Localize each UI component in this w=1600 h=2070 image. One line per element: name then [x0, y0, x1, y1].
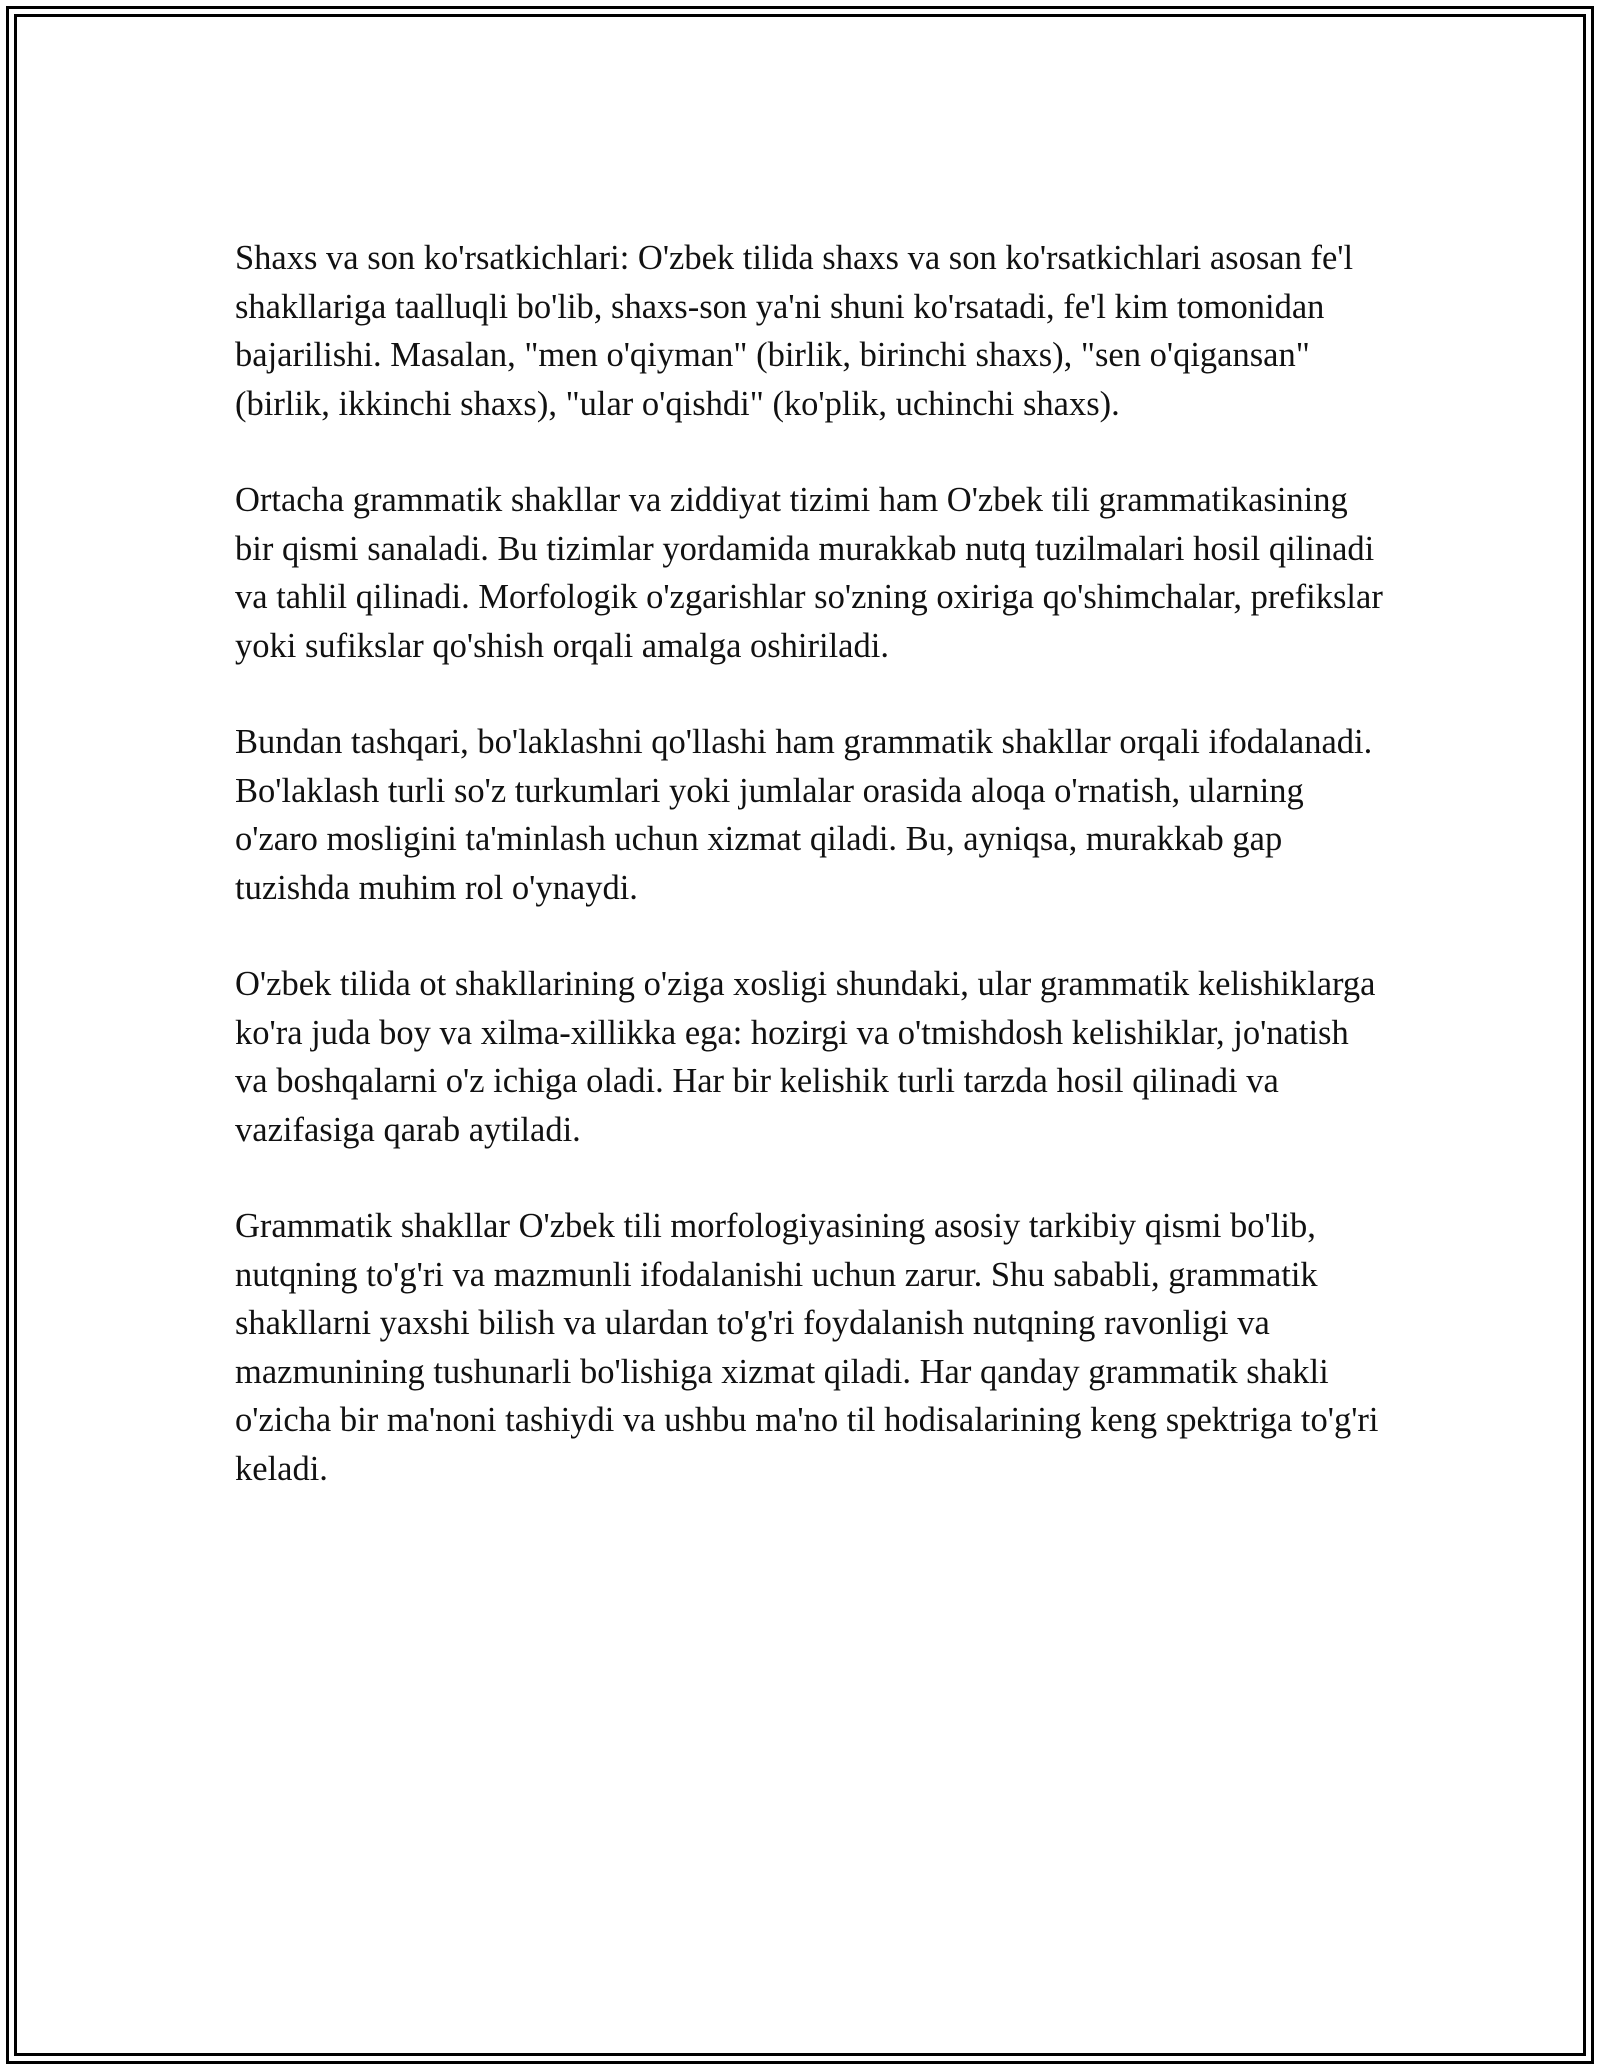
document-body: [235, 234, 1385, 1541]
paragraph-person-number: Shaxs va son ko'rsatkichlari: O'zbek tilida shaxs va son ko'rsatkichlari asosan fe'l shakllariga taalluqli bo'lib, shaxs-son ya'ni shuni ko'rsatadi, fe'l kim tomonidan bajarilishi. Masalan, "men o'qiyman" (birlik, birinchi shaxs), "sen o'qigansan" (birlik, ikkinchi shaxs), "ular o'qishdi" (ko'plik, uchinchi shaxs).: [235, 239, 1354, 423]
paragraph-grammatical-system: Ortacha grammatik shakllar va ziddiyat tizimi ham O'zbek tili grammatikasining bir qismi sanaladi. Bu tizimlar yordamida murakkab nutq tuzilmalari hosil qilinadi va tahlil qilinadi. Morfologik o'zgarishlar so'zning oxiriga qo'shimchalar, prefikslar yoki sufikslar qo'shish orqali amalga oshiriladi.: [235, 481, 1383, 665]
paragraph-conclusion: Grammatik shakllar O'zbek tili morfologiyasining asosiy tarkibiy qismi bo'lib, nutqning to'g'ri va mazmunli ifodalanishi uchun zarur. Shu sababli, grammatik shakllarni yaxshi bilish va ulardan to'g'ri foydalanish nutqning ravonligi va mazmunining tushunarli bo'lishiga xizmat qiladi. Har qanday grammatik shakli o'zicha bir ma'noni tashiydi va ushbu ma'no til hodisalarining keng spektriga to'g'ri keladi.: [235, 1207, 1379, 1488]
paragraph-noun-cases: O'zbek tilida ot shakllarining o'ziga xosligi shundaki, ular grammatik kelishiklarga ko'ra juda boy va xilma-xillikka ega: hozirgi va o'tmishdosh kelishiklar, jo'natish va boshqalarni o'z ichiga oladi. Har bir kelishik turli tarzda hosil qilinadi va vazifasiga qarab aytiladi.: [235, 965, 1376, 1149]
paragraph-linking: Bundan tashqari, bo'laklashni qo'llashi ham grammatik shakllar orqali ifodalanadi. Bo'laklash turli so'z turkumlari yoki jumlalar orasida aloqa o'rnatish, ularning o'zaro mosligini ta'minlash uchun xizmat qiladi. Bu, ayniqsa, murakkab gap tuzishda muhim rol o'ynaydi.: [235, 723, 1373, 907]
